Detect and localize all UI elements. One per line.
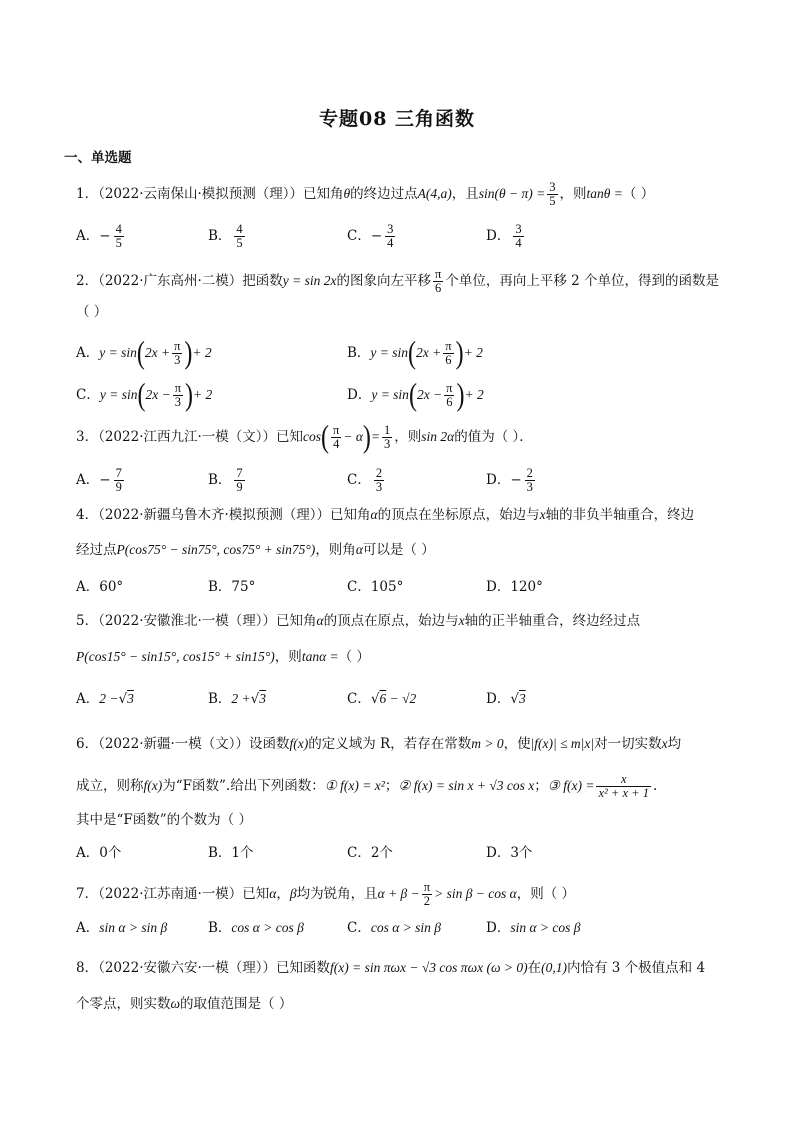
question-8-line-2: 个零点，则实数ω的取值范围是（ ） [76, 996, 293, 1012]
question-4: 4．（2022·新疆乌鲁木齐·模拟预测（理））已知角α的顶点在坐标原点，始边与x轴的非负半轴重合，终边 [76, 507, 695, 523]
q3-option-d: D．− $\frac{2}{3}$ [486, 466, 533, 494]
q7-option-d: D．sin α > cos β [486, 920, 581, 936]
question-7: 7．（2022·江苏南通·一模）已知α，β均为锐角，且α + β − $\frac{\pi}{2}$ > sin β − cos α，则（ ） [76, 880, 576, 908]
q4-option-a: A．60° [76, 579, 124, 595]
q5-option-b: B．2 +√3 [208, 691, 267, 707]
q4-option-b: B．75° [208, 579, 256, 595]
question-2: 2．（2022·广东高州·二模）把函数y = sin 2x的图象向左平移 $\frac{\pi}{6}$ 个单位，再向上平移 2 个单位，得到的函数是 [76, 267, 719, 295]
q2-option-c: C．y = sin(2x − $\frac{\pi}{3}$ )+ 2 [76, 378, 213, 413]
q2-option-d: D．y = sin(2x − $\frac{\pi}{6}$ )+ 2 [347, 378, 484, 413]
q1-option-d: D． $\frac{3}{4}$ [486, 222, 522, 250]
q2-option-b: B．y = sin(2x + $\frac{\pi}{6}$ )+ 2 [347, 336, 483, 371]
q5-option-d: D．√3 [486, 691, 526, 707]
q1-option-b: B． $\frac{4}{5}$ [208, 222, 243, 250]
question-6-line-2: 成立，则称f(x)为“F函数”.给出下列函数：① f(x) = x²；② f(x) = sin x + √3 cos x；③ f(x) = $\frac{x}{\text{x² + x + 1}}$ . [76, 772, 658, 800]
q6-option-d: D．3个 [486, 845, 533, 861]
q5-option-c: C．√6 − √2 [347, 691, 417, 707]
q3-option-c: C． $\frac{2}{3}$ [347, 466, 383, 494]
q7-option-c: C．cos α > sin β [347, 920, 442, 936]
q4-option-c: C．105° [347, 579, 404, 595]
question-4-line-2: 经过点P(cos75° − sin75°, cos75° + sin75°)，则角α可以是（ ） [76, 542, 435, 558]
q4-option-d: D．120° [486, 579, 543, 595]
q7-option-b: B．cos α > cos β [208, 920, 304, 936]
question-2-blank: （ ） [76, 304, 108, 320]
q1-option-a: A．− $\frac{4}{5}$ [76, 222, 122, 250]
q6-option-c: C．2个 [347, 845, 393, 861]
question-6-line-3: 其中是“F函数”的个数为（ ） [76, 812, 252, 828]
question-5-line-2: P(cos15° − sin15°, cos15° + sin15°)，则tanα =（ ） [76, 649, 370, 665]
question-8: 8．（2022·安徽六安·一模（理））已知函数f(x) = sin πωx − √3 cos πωx (ω > 0)在(0,1)内恰有 3 个极值点和 4 [76, 960, 706, 976]
q6-option-a: A．0个 [76, 845, 122, 861]
q3-option-a: A．− $\frac{7}{9}$ [76, 466, 122, 494]
section-heading: 一、单选题 [64, 150, 132, 166]
q7-option-a: A．sin α > sin β [76, 920, 168, 936]
q5-option-a: A．2 −√3 [76, 691, 134, 707]
q6-option-b: B．1个 [208, 845, 254, 861]
question-5: 5．（2022·安徽淮北·一模（理））已知角α的顶点在原点，始边与x轴的正半轴重合，终边经过点 [76, 613, 641, 629]
q3-option-b: B． $\frac{7}{9}$ [208, 466, 243, 494]
question-1: 1．（2022·云南保山·模拟预测（理））已知角θ的终边过点A(4,a)，且sin(θ − π) = $\frac{3}{5}$ ，则tanθ =（ ） [76, 180, 655, 208]
page-title: 专题08 三角函数 [318, 108, 476, 130]
q2-option-a: A．y = sin(2x + $\frac{\pi}{3}$ )+ 2 [76, 336, 212, 371]
question-6: 6．（2022·新疆·一模（文））设函数f(x)的定义域为 R，若存在常数m > 0，使|f(x)| ≤ m|x|对一切实数x均 [76, 736, 682, 752]
q1-option-c: C．− $\frac{3}{4}$ [347, 222, 394, 250]
question-3: 3．（2022·江西九江·一模（文））已知cos( $\frac{\pi}{4}$ − α)= $\frac{1}{3}$ ，则sin 2α的值为（ ）． [76, 420, 533, 455]
